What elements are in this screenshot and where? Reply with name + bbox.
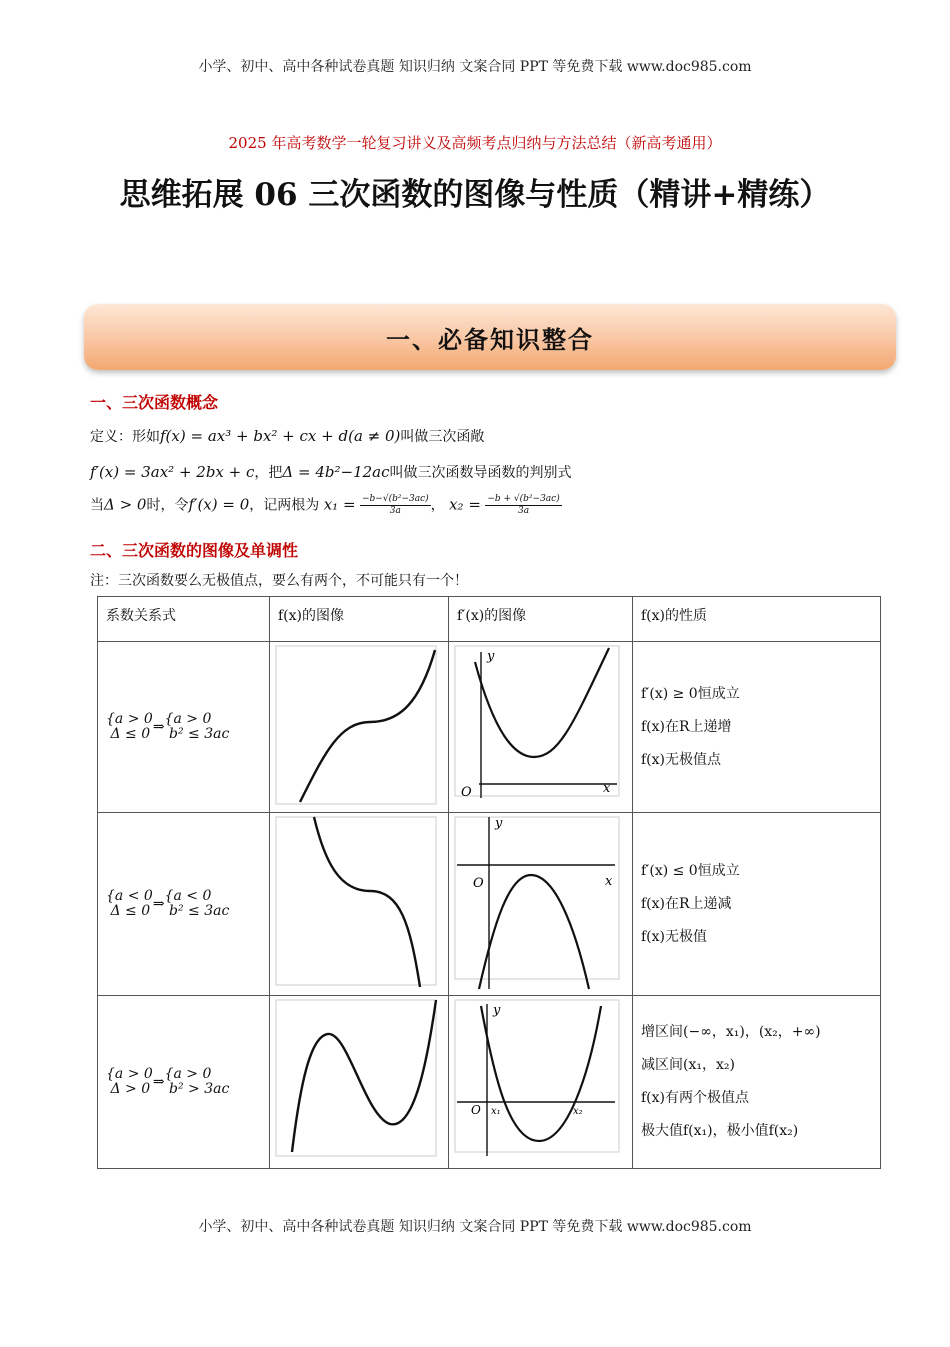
- property-item: f(x)在R上递减: [641, 895, 732, 912]
- fx-graph-cell: [270, 642, 449, 813]
- banner-title: 一、必备知识整合: [386, 325, 594, 354]
- def-formula: f(x) = ax³ + bx² + cx + d(a ≠ 0): [160, 427, 401, 445]
- document-title: 思维拓展 06 三次函数的图像与性质（精讲+精练）: [119, 177, 831, 213]
- when-time: 时，令: [146, 497, 189, 514]
- deriv-formula: f′(x) = 3ax² + 2bx + c: [90, 463, 255, 481]
- coefficient-condition: {a > 0 Δ ≤ 0 ⇒{a > 0 b² ≤ 3ac: [98, 642, 270, 813]
- def-suffix: 叫做三次函敞: [400, 429, 485, 445]
- property-item: f(x)无极值点: [641, 751, 722, 768]
- table-header-row: [98, 597, 881, 642]
- page-footer: 小学、初中、高中各种试卷真题 知识归纳 文案合同 PPT 等免费下载 www.doc985.com: [198, 1219, 752, 1235]
- fprime-graph-cell: [449, 642, 633, 813]
- property-item: 极大值f(x₁)，极小值f(x₂): [641, 1123, 799, 1139]
- header-cell: f′(x)的图像: [449, 597, 633, 642]
- roots-label: ，记两根为: [249, 497, 320, 514]
- properties-cell: [633, 813, 881, 996]
- x1-denominator: 3a: [389, 506, 401, 516]
- axis-origin-label: O: [461, 785, 472, 800]
- x2-lhs: x₂ =: [449, 495, 481, 514]
- condition-system-left: {a > 0 Δ > 0: [106, 1066, 153, 1097]
- deriv-mid: ，把: [254, 465, 283, 481]
- axis-y-label: y: [495, 816, 503, 831]
- axis-y-label: y: [487, 649, 495, 664]
- property-item: f′(x) ≤ 0恒成立: [641, 862, 740, 879]
- definition-line: [90, 426, 484, 446]
- table-row: [98, 642, 881, 813]
- property-item: f′(x) ≥ 0恒成立: [641, 685, 740, 702]
- page-header: 小学、初中、高中各种试卷真题 知识归纳 文案合同 PPT 等免费下载 www.doc985.com: [198, 59, 752, 75]
- coefficient-condition: {a < 0 Δ ≤ 0 ⇒{a < 0 b² ≤ 3ac: [98, 813, 270, 996]
- x1-numerator: −b−√(b²−3ac): [361, 494, 429, 504]
- fprime-graph-two-roots: [449, 996, 633, 1164]
- section-banner: [84, 304, 896, 370]
- fprime-graph-upward-parabola: [449, 642, 633, 808]
- coefficient-condition: {a > 0 Δ > 0 ⇒{a > 0 b² > 3ac: [98, 996, 270, 1169]
- def-prefix: 定义：形如: [90, 429, 160, 445]
- x1-lhs: x₁ =: [323, 495, 356, 514]
- x1-fraction: [360, 494, 431, 517]
- fx-graph-decreasing: [270, 813, 449, 991]
- axis-x2-label: x₂: [573, 1106, 583, 1117]
- x2-numerator: −b + √(b²−3ac): [487, 494, 560, 504]
- fprime-graph-downward-parabola: [449, 813, 633, 991]
- fx-graph-two-extrema: [270, 996, 449, 1164]
- property-item: 增区间(−∞，x₁)，(x₂，+∞): [641, 1024, 821, 1040]
- axis-x-label: x: [603, 781, 611, 796]
- section1-heading: 一、三次函数概念: [90, 393, 219, 412]
- condition-system-right: {a < 0 b² ≤ 3ac: [164, 888, 230, 919]
- condition-system-right: {a > 0 b² ≤ 3ac: [164, 711, 230, 742]
- x2-denominator: 3a: [518, 506, 530, 516]
- condition-system-left: {a > 0 Δ ≤ 0: [106, 711, 153, 742]
- cubic-function-table: [97, 596, 881, 1169]
- when-text: 当: [90, 497, 104, 514]
- when-eq: f′(x) = 0: [188, 495, 250, 514]
- roots-line: [90, 494, 562, 517]
- axis-origin-label: O: [473, 876, 484, 891]
- axis-x-label: x: [605, 874, 613, 889]
- derivative-line: [90, 462, 572, 482]
- x2-fraction: [485, 494, 561, 517]
- fx-graph-cell: [270, 813, 449, 996]
- document-subtitle: 2025 年高考数学一轮复习讲义及高频考点归纳与方法总结（新高考通用）: [228, 134, 722, 152]
- condition-system-right: {a > 0 b² > 3ac: [164, 1066, 230, 1097]
- section2-note: 注：三次函数要么无极值点，要么有两个，不可能只有一个！: [90, 573, 468, 589]
- deriv-suffix: 叫做三次函数导函数的判别式: [389, 465, 572, 481]
- property-item: 减区间(x₁，x₂): [641, 1057, 735, 1073]
- fprime-graph-cell: [449, 996, 633, 1169]
- axis-x1-label: x₁: [491, 1106, 501, 1117]
- axis-y-label: y: [493, 1003, 501, 1018]
- properties-cell: [633, 996, 881, 1169]
- axis-origin-label: O: [471, 1103, 481, 1117]
- fprime-graph-cell: [449, 813, 633, 996]
- delta-formula: Δ = 4b²−12ac: [282, 463, 390, 481]
- fx-graph-increasing: [270, 642, 449, 808]
- property-item: f(x)在R上递增: [641, 718, 732, 735]
- when-cond: Δ > 0: [104, 495, 147, 514]
- roots-comma: ，: [430, 497, 445, 514]
- section2-heading: 二、三次函数的图像及单调性: [90, 541, 299, 560]
- header-cell: 系数关系式: [98, 597, 270, 642]
- property-item: f(x)无极值: [641, 928, 708, 945]
- table-row: [98, 996, 881, 1169]
- property-item: f(x)有两个极值点: [641, 1090, 750, 1106]
- table-row: [98, 813, 881, 996]
- properties-cell: [633, 642, 881, 813]
- fx-graph-cell: [270, 996, 449, 1169]
- condition-system-left: {a < 0 Δ ≤ 0: [106, 888, 153, 919]
- header-cell: f(x)的图像: [270, 597, 449, 642]
- header-cell: f(x)的性质: [633, 597, 881, 642]
